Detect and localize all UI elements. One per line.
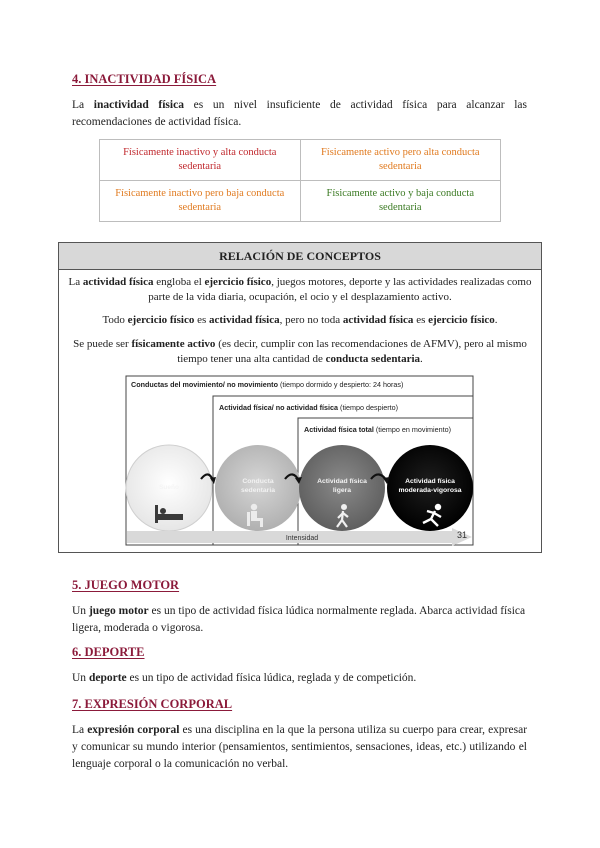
diagram-reference-number: 31 xyxy=(457,530,468,540)
circle-sedentary-label-1: Conducta xyxy=(242,478,274,485)
diagram-label-movement: Conductas del movimiento/ no movimiento (tiempo dormido y despierto: 24 horas) xyxy=(131,380,404,389)
circle-light-label-2: ligera xyxy=(332,487,352,494)
section-6-paragraph: Un deporte es un tipo de actividad física lúdica, reglada y de competición. xyxy=(72,672,417,684)
movement-behaviours-diagram xyxy=(125,375,474,547)
circle-light-label-1: Actividad física xyxy=(317,478,367,485)
concepts-paragraph-3: Se puede ser físicamente activo (es decir, cumplir con las recomendaciones de AFMV), pero al mismo tiempo tener una alta cantidad de conducta sedentaria. xyxy=(73,338,527,365)
section-7-paragraph: La expresión corporal es una disciplina en la que la persona utiliza su cuerpo para crear, expresar y comunicar su mundo interior (pensamientos, sentimientos, sensaciones, ideas, etc.) utilizando el lenguaje corporal o la comunicación no verbal. xyxy=(72,724,528,770)
circle-mvpa-label-2: moderada-vigorosa xyxy=(398,487,462,494)
activity-sedentary-matrix xyxy=(99,139,501,222)
concepts-paragraph-1: La actividad física engloba el ejercicio físico, juegos motores, deporte y las actividades realizadas como parte de la vida diaria, ocupación, el ocio y el desplazamiento activo. xyxy=(68,276,532,303)
diagram-label-activity: Actividad física/ no actividad física (tiempo despierto) xyxy=(219,403,398,412)
section-4-paragraph: La inactividad física es un nivel insuficiente de actividad física para alcanzar las recomendaciones de actividad física. xyxy=(72,99,527,128)
matrix-cell-inactive-low-sedentary: Físicamente inactivo pero baja conducta sedentaria xyxy=(100,181,301,222)
section-7-title: 7. EXPRESIÓN CORPORAL xyxy=(72,697,233,711)
section-5-title: 5. JUEGO MOTOR xyxy=(72,578,180,592)
section-6-title: 6. DEPORTE xyxy=(72,645,145,659)
section-5-paragraph: Un juego motor es un tipo de actividad física lúdica normalmente reglada. Abarca actividad física ligera, moderada o vigorosa. xyxy=(72,605,526,634)
diagram-label-total-activity: Actividad física total (tiempo en movimiento) xyxy=(304,425,452,434)
circle-sedentary-label-2: sedentaria xyxy=(240,487,276,494)
circle-sleep-label: Sueño xyxy=(159,484,179,491)
intensity-label: Intensidad xyxy=(285,535,319,542)
section-4-title: 4. INACTIVIDAD FÍSICA xyxy=(72,72,217,86)
concepts-box-title: RELACIÓN DE CONCEPTOS xyxy=(59,243,541,270)
concepts-paragraph-2: Todo ejercicio físico es actividad física, pero no toda actividad física es ejercicio físico. xyxy=(102,314,498,326)
matrix-cell-inactive-high-sedentary: Físicamente inactivo y alta conducta sedentaria xyxy=(100,140,301,181)
matrix-cell-active-low-sedentary: Físicamente activo y baja conducta sedentaria xyxy=(300,181,501,222)
circle-mvpa-label-1: Actividad física xyxy=(405,478,455,485)
matrix-cell-active-high-sedentary: Físicamente activo pero alta conducta sedentaria xyxy=(300,140,501,181)
